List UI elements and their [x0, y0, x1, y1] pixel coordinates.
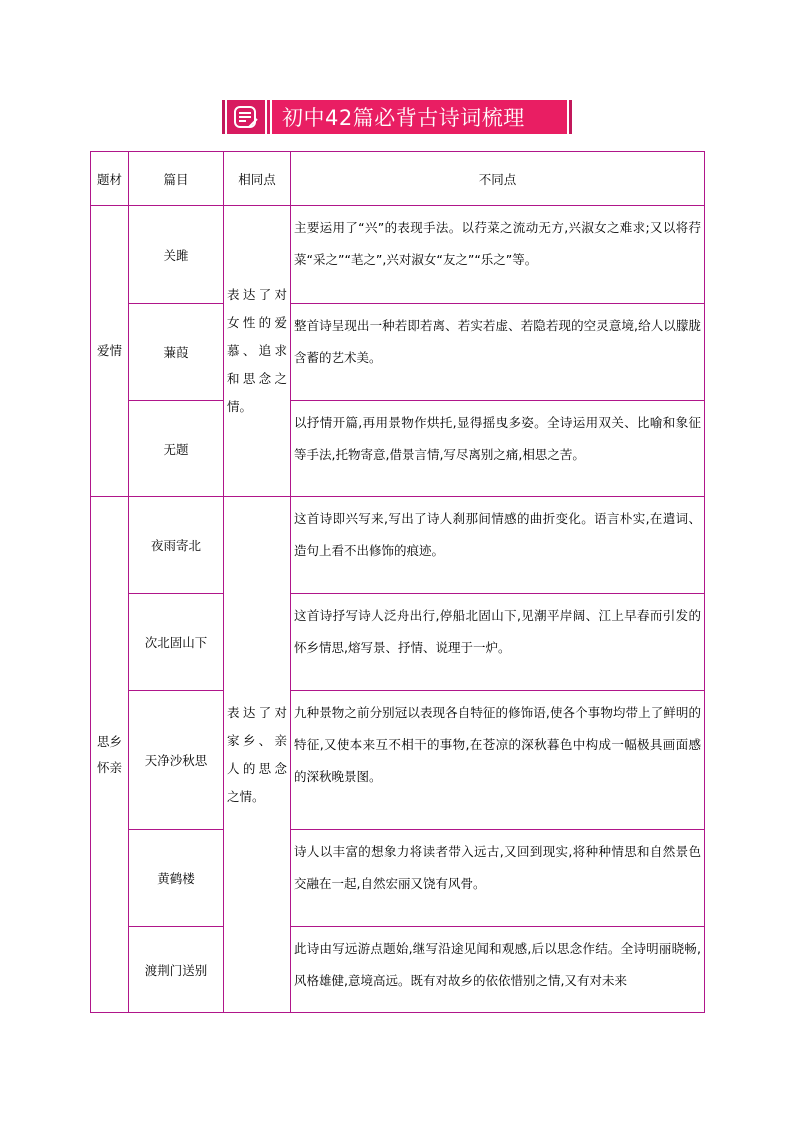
banner-title-box [272, 100, 567, 134]
topic-line: 怀亲 [96, 759, 122, 775]
diff-point-cell: 整首诗呈现出一种若即若离、若实若虚、若隐若现的空灵意境,给人以朦胧含蓄的艺术美。 [291, 304, 705, 401]
table-row [91, 691, 705, 830]
table-header-row [91, 152, 705, 206]
banner-left-edge [222, 100, 225, 134]
notepad-icon [233, 105, 259, 129]
topic-cell [91, 497, 129, 1013]
banner-right-edge [569, 100, 572, 134]
diff-point-cell: 诗人以丰富的想象力将读者带入远古,又回到现实,将种种情思和自然景色交融在一起,自然宏丽又饶有风骨。 [291, 830, 705, 927]
table-row [91, 304, 705, 401]
diff-point-cell: 这首诗抒写诗人泛舟出行,停船北固山下,见潮平岸阔、江上早春而引发的怀乡情思,熔写景、抒情、说理于一炉。 [291, 594, 705, 691]
banner-icon-box [227, 100, 265, 134]
table-row [91, 830, 705, 927]
poem-name: 次北固山下 [129, 594, 224, 691]
diff-point-cell: 这首诗即兴写来,写出了诗人刹那间情感的曲折变化。语言朴实,在遣词、造句上看不出修饰的痕迹。 [291, 497, 705, 594]
poems-table [90, 151, 705, 1013]
poem-name: 关雎 [129, 206, 224, 304]
page-title: 初中42篇必背古诗词梳理 [282, 106, 525, 130]
poem-name: 渡荆门送别 [129, 927, 224, 1013]
poem-name: 夜雨寄北 [129, 497, 224, 594]
diff-point-cell: 此诗由写远游点题始,继写沿途见闻和观感,后以思念作结。全诗明丽晓畅,风格雄健,意境高远。既有对故乡的依依惜别之情,又有对未来 [291, 927, 705, 1013]
same-point-cell: 表达了对女性的爱慕、追求和思念之情。 [224, 206, 291, 497]
diff-point-cell: 以抒情开篇,再用景物作烘托,显得摇曳多姿。全诗运用双关、比喻和象征等手法,托物寄意,借景言情,写尽离别之痛,相思之苦。 [291, 401, 705, 497]
poem-name: 天净沙秋思 [129, 691, 224, 830]
table-row [91, 206, 705, 304]
header-same: 相同点 [224, 152, 291, 206]
header-poem: 篇目 [129, 152, 224, 206]
table-row [91, 497, 705, 594]
table-row [91, 401, 705, 497]
header-diff: 不同点 [291, 152, 705, 206]
diff-point-cell: 主要运用了“兴”的表现手法。以荇菜之流动无方,兴淑女之难求;又以将荇菜“采之”“芼之”,兴对淑女“友之”“乐之”等。 [291, 206, 705, 304]
table-row [91, 927, 705, 1013]
header-topic: 题材 [91, 152, 129, 206]
title-banner [222, 100, 572, 134]
same-point-cell: 表达了对家乡、亲人的思念之情。 [224, 497, 291, 1013]
topic-cell: 爱情 [91, 206, 129, 497]
topic-line: 思乡 [96, 733, 122, 749]
diff-point-cell: 九种景物之前分别冠以表现各自特征的修饰语,使各个事物均带上了鲜明的特征,又使本来互不相干的事物,在苍凉的深秋暮色中构成一幅极具画面感的深秋晚景图。 [291, 691, 705, 830]
poem-name: 黄鹤楼 [129, 830, 224, 927]
table-row [91, 594, 705, 691]
banner-separator [267, 100, 270, 134]
poem-name: 蒹葭 [129, 304, 224, 401]
poem-name: 无题 [129, 401, 224, 497]
